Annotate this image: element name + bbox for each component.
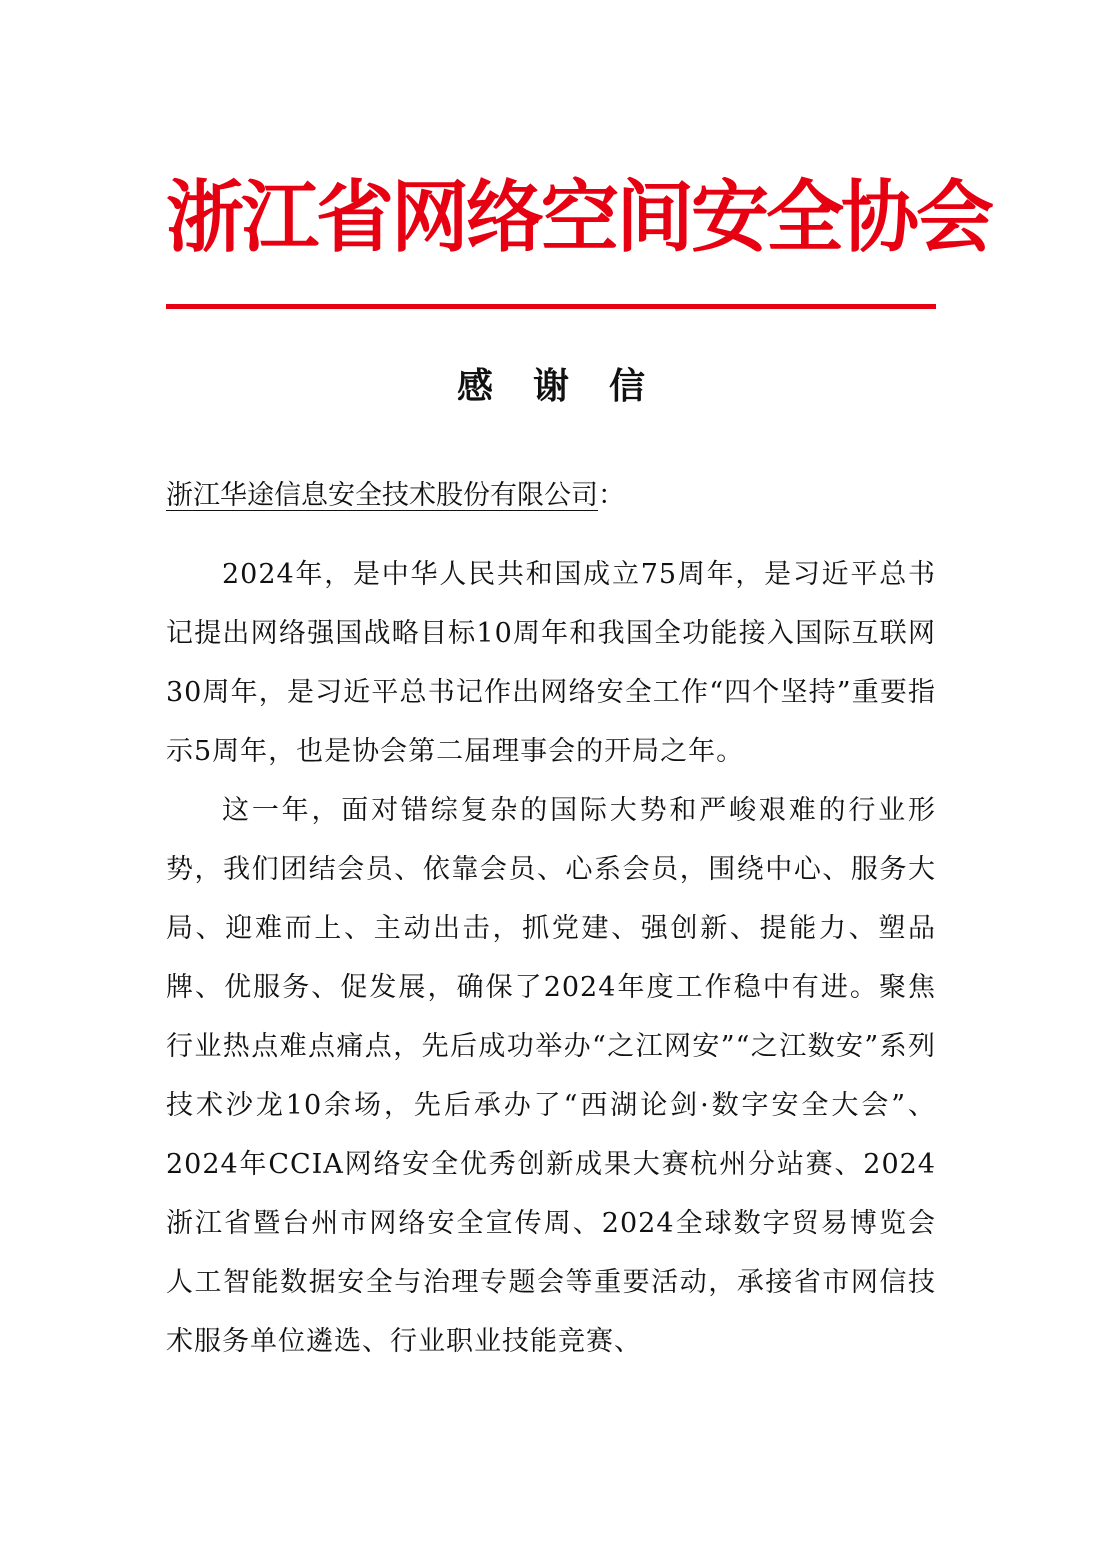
document-title: 感谢信 (456, 365, 685, 407)
letter-body (166, 545, 936, 1371)
salutation-colon: ： (598, 480, 625, 511)
body-paragraph: 这一年，面对错综复杂的国际大势和严峻艰难的行业形势，我们团结会员、依靠会员、心系会员，围绕中心、服务大局、迎难而上、主动出击，抓党建、强创新、提能力、塑品牌、优服务、促发展，确保了2024年度工作稳中有进。聚焦行业热点难点痛点，先后成功举办“之江网安”“之江数安”系列技术沙龙10余场，先后承办了“西湖论剑·数字安全大会”、2024年CCIA网络安全优秀创新成果大赛杭州分站赛、2024浙江省暨台州市网络安全宣传周、2024全球数字贸易博览会人工智能数据安全与治理专题会等重要活动，承接省市网信技术服务单位遴选、行业职业技能竞赛、 (166, 795, 936, 1357)
recipient-name: 浙江华途信息安全技术股份有限公司 (166, 480, 598, 511)
letterhead-org-name: 浙江省网络空间安全协会 (166, 172, 992, 263)
letterhead-divider (166, 304, 936, 309)
salutation (166, 476, 936, 516)
body-paragraph: 2024年，是中华人民共和国成立75周年，是习近平总书记提出网络强国战略目标10周年和我国全功能接入国际互联网30周年，是习近平总书记作出网络安全工作“四个坚持”重要指示5周年，也是协会第二届理事会的开局之年。 (166, 559, 936, 767)
